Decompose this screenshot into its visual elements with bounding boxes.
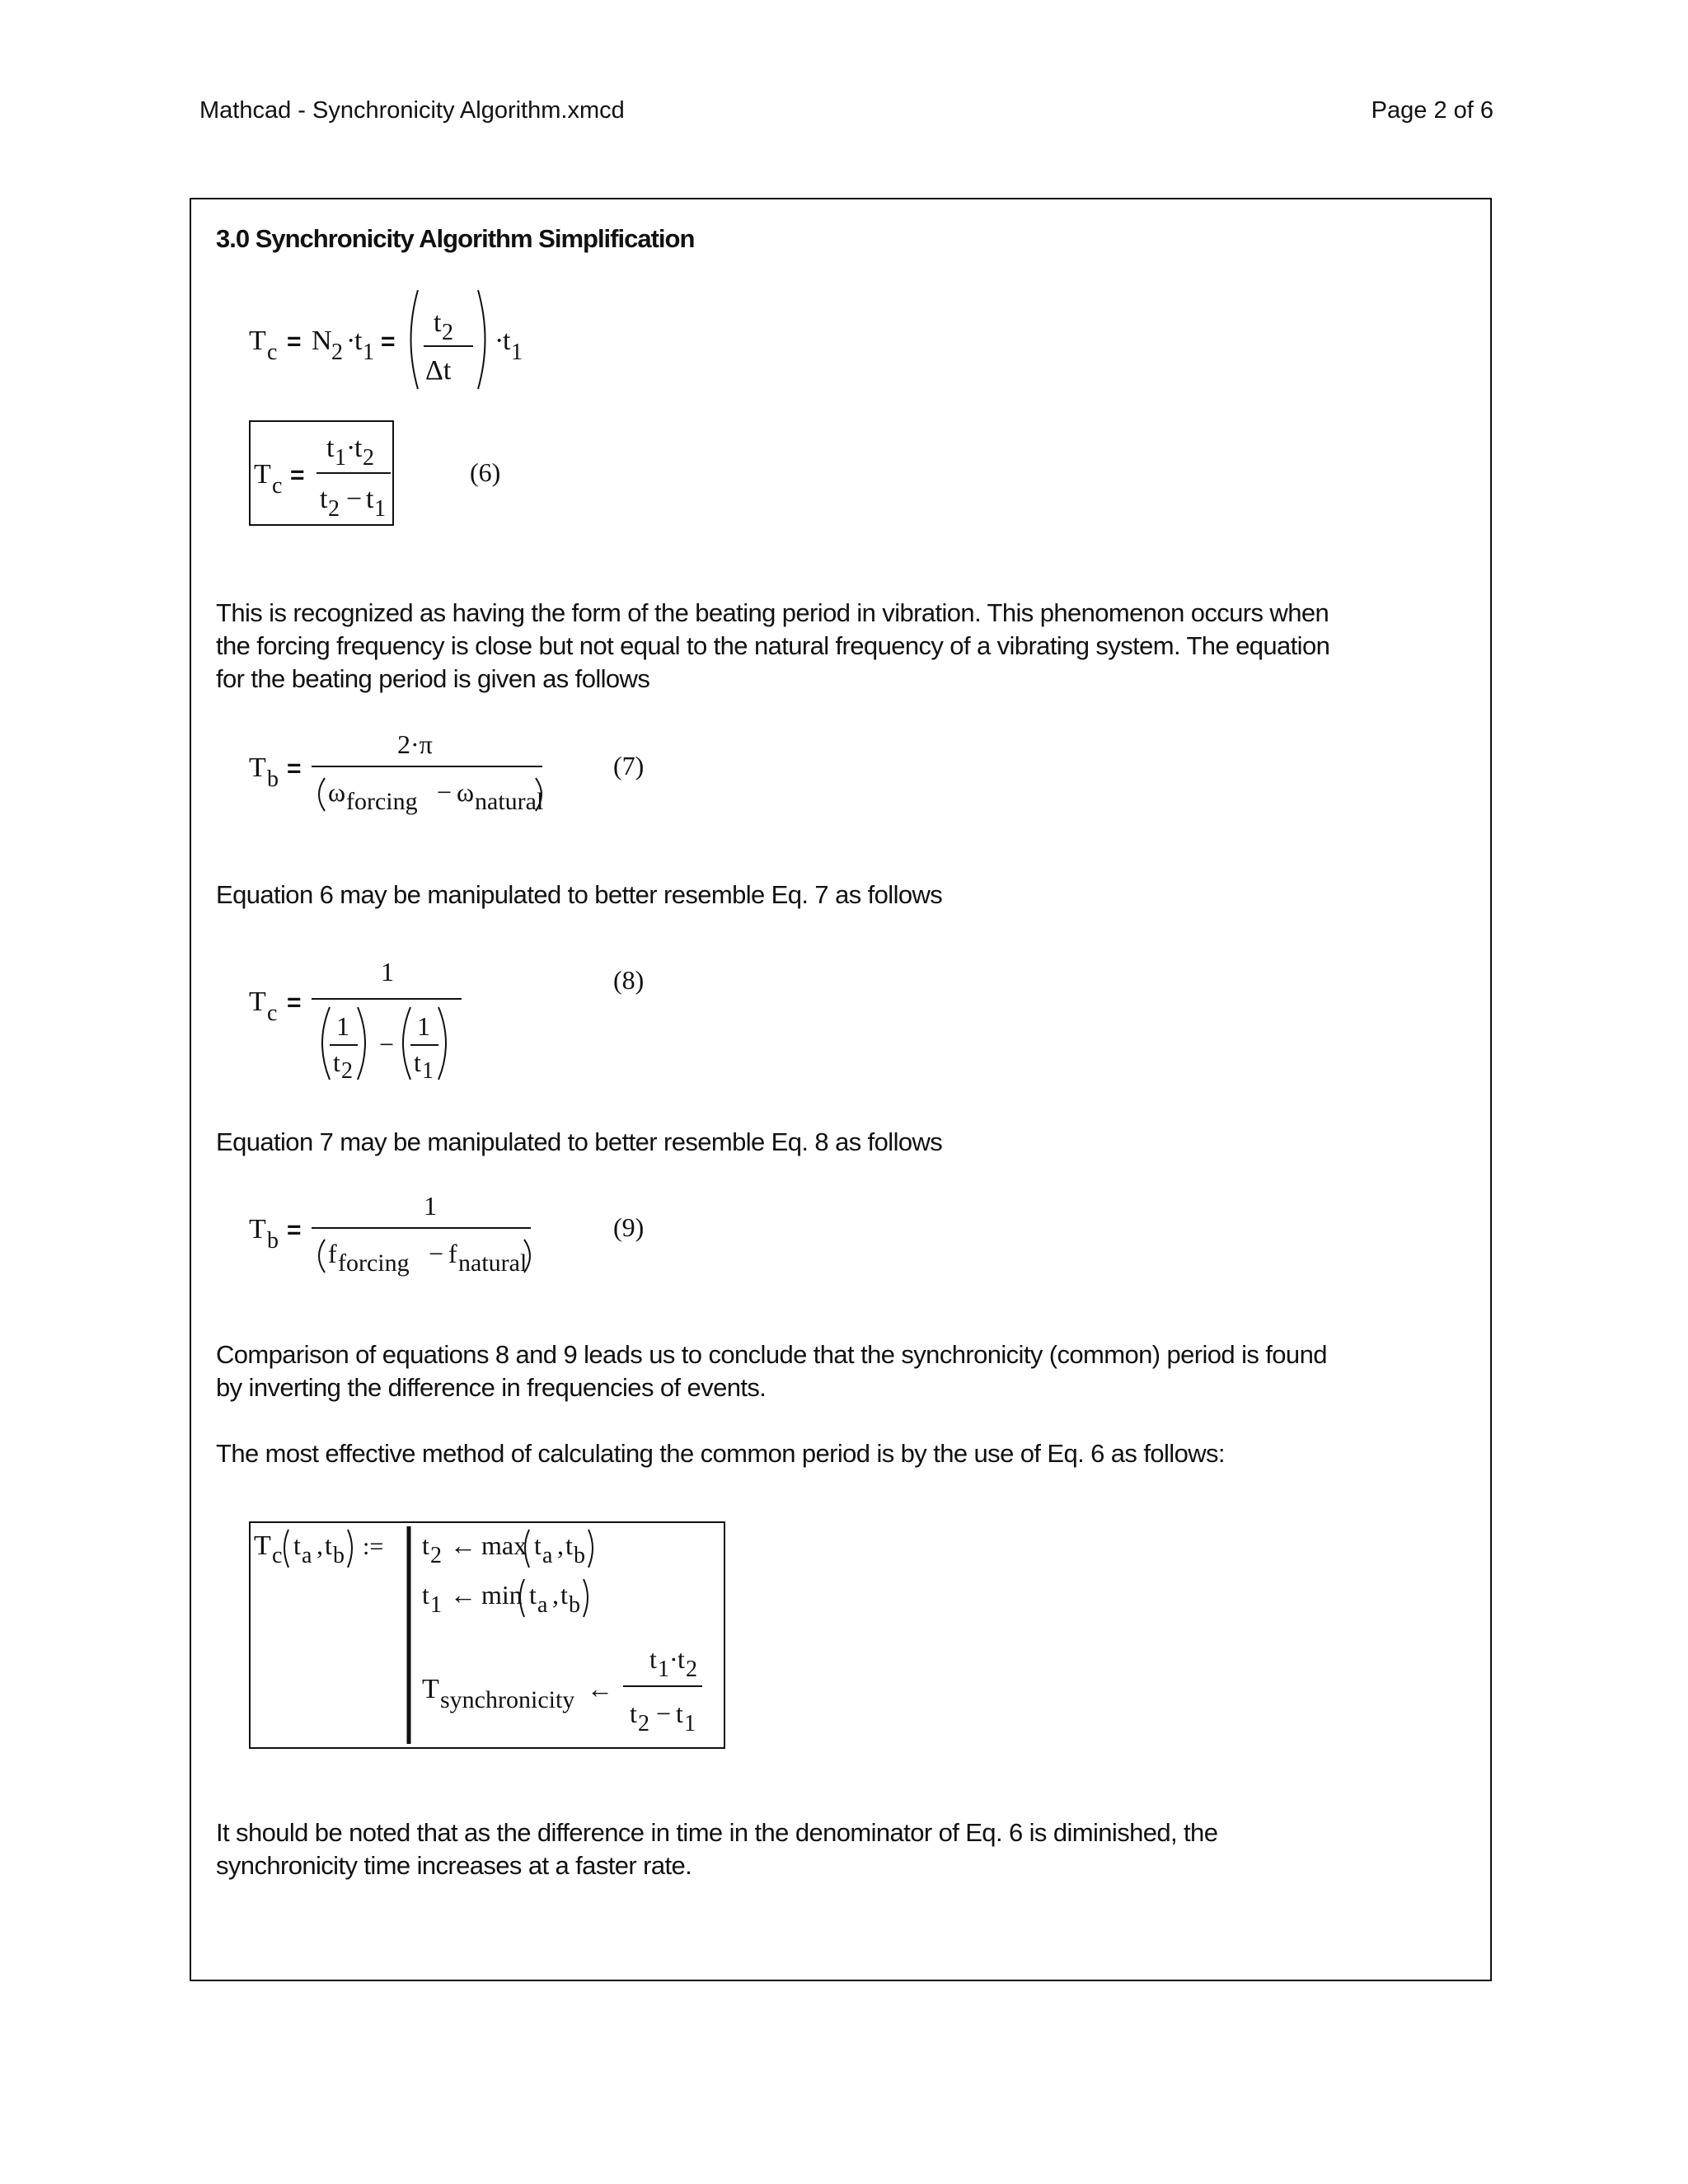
svg-text:1: 1	[422, 1058, 434, 1084]
equation-8-number	[613, 964, 663, 997]
svg-text:t: t	[560, 1580, 568, 1610]
svg-text:c: c	[272, 473, 283, 499]
svg-text:T: T	[249, 1214, 266, 1244]
equation-7	[249, 727, 546, 818]
svg-text:f: f	[328, 1239, 337, 1268]
svg-text:1: 1	[511, 340, 523, 365]
svg-text:t: t	[414, 1047, 421, 1077]
svg-text:a: a	[537, 1592, 548, 1618]
svg-text:a: a	[302, 1543, 312, 1568]
svg-text:T: T	[249, 987, 266, 1017]
paragraph-line: Comparison of equations 8 and 9 leads us to conclude that the synchronicity (common) period is found	[216, 1340, 1327, 1369]
svg-text:,: ,	[557, 1530, 564, 1560]
svg-text:c: c	[272, 1543, 283, 1568]
svg-text:t: t	[354, 433, 363, 463]
svg-text:·: ·	[495, 326, 504, 356]
document-title: Mathcad - Synchronicity Algorithm.xmcd	[199, 97, 625, 124]
svg-text:−: −	[346, 484, 363, 514]
svg-text:=: =	[287, 328, 302, 355]
svg-text:t: t	[676, 1699, 683, 1728]
page-number: Page 2 of 6	[1371, 97, 1493, 124]
svg-text:max: max	[481, 1530, 528, 1560]
svg-text:·: ·	[346, 326, 356, 356]
svg-text:forcing: forcing	[346, 788, 418, 815]
svg-text:(9): (9)	[613, 1212, 645, 1242]
svg-text:t: t	[422, 1530, 429, 1560]
svg-text:t: t	[649, 1644, 657, 1674]
paragraph-beating-intro	[216, 597, 1452, 696]
svg-text:−: −	[437, 777, 452, 807]
svg-text:f: f	[448, 1239, 457, 1268]
paragraph-effective-method: The most effective method of calculating the common period is by the use of Eq. 6 as follows:	[216, 1439, 1225, 1468]
svg-text:2: 2	[442, 320, 453, 345]
svg-text:2: 2	[341, 1058, 353, 1084]
svg-text:1: 1	[381, 957, 394, 987]
svg-text:,: ,	[552, 1580, 559, 1610]
svg-text:min: min	[481, 1580, 523, 1610]
svg-text:a: a	[542, 1543, 553, 1568]
svg-text:ω: ω	[457, 777, 475, 807]
svg-text:t: t	[503, 326, 511, 356]
paragraph-eq7-manipulate: Equation 7 may be manipulated to better resemble Eq. 8 as follows	[216, 1127, 943, 1156]
svg-text:−: −	[379, 1029, 395, 1059]
svg-text:ω: ω	[328, 777, 346, 807]
equation-9-number	[613, 1212, 663, 1244]
program-tc-function	[249, 1521, 727, 1752]
equation-8	[249, 948, 496, 1084]
svg-text:t: t	[293, 1530, 301, 1560]
paragraph-eq6-manipulate: Equation 6 may be manipulated to better resemble Eq. 7 as follows	[216, 880, 943, 909]
paragraph-line: This is recognized as having the form of the beating period in vibration. This phenomenon occurs when	[216, 598, 1329, 627]
svg-text:1: 1	[336, 1011, 349, 1041]
svg-text::=: :=	[363, 1533, 384, 1560]
svg-text:Δt: Δt	[425, 355, 452, 386]
svg-text:−: −	[656, 1699, 672, 1728]
equation-6-boxed	[249, 420, 397, 527]
svg-text:c: c	[267, 340, 278, 365]
equation-tc-expansion	[249, 282, 546, 389]
svg-text:T: T	[254, 459, 271, 490]
svg-text:N: N	[312, 326, 332, 356]
svg-text:1: 1	[374, 496, 386, 522]
svg-text:(8): (8)	[613, 965, 645, 995]
svg-text:t: t	[354, 326, 363, 356]
svg-text:←: ←	[587, 1674, 613, 1704]
svg-text:←: ←	[450, 1580, 476, 1610]
svg-text:=: =	[287, 755, 302, 782]
svg-text:2: 2	[331, 340, 343, 365]
svg-text:2: 2	[328, 496, 340, 522]
svg-text:−: −	[429, 1239, 444, 1268]
svg-text:t: t	[325, 1530, 332, 1560]
svg-text:·: ·	[346, 433, 356, 463]
svg-text:natural: natural	[475, 788, 544, 815]
svg-text:=: =	[287, 1216, 302, 1244]
svg-text:1: 1	[658, 1657, 669, 1682]
svg-text:1: 1	[417, 1011, 430, 1041]
svg-text:t: t	[434, 307, 442, 338]
paragraph-line: the forcing frequency is close but not equal to the natural frequency of a vibrating system. The equation	[216, 631, 1330, 660]
equation-6-number	[470, 457, 519, 490]
svg-text:b: b	[574, 1543, 585, 1568]
svg-text:1: 1	[424, 1191, 437, 1221]
svg-text:1: 1	[363, 340, 374, 365]
svg-text:·: ·	[669, 1644, 678, 1674]
svg-text:t: t	[565, 1530, 573, 1560]
svg-text:(6): (6)	[470, 457, 501, 487]
svg-text:,: ,	[316, 1530, 323, 1560]
svg-text:t: t	[422, 1580, 429, 1610]
svg-text:c: c	[267, 1001, 278, 1026]
paragraph-line: synchronicity time increases at a faster rate.	[216, 1851, 692, 1880]
svg-text:t: t	[534, 1530, 542, 1560]
svg-text:T: T	[254, 1530, 271, 1561]
svg-text:b: b	[267, 1228, 279, 1254]
svg-text:2·π: 2·π	[397, 729, 433, 759]
svg-text:forcing: forcing	[338, 1249, 410, 1277]
svg-text:T: T	[249, 752, 266, 783]
svg-text:t: t	[366, 484, 374, 514]
paragraph-comparison	[216, 1338, 1452, 1404]
worksheet-region	[190, 198, 1492, 1981]
svg-text:1: 1	[684, 1711, 696, 1736]
svg-text:t: t	[678, 1644, 685, 1674]
svg-text:2: 2	[430, 1543, 442, 1568]
paragraph-conclusion	[216, 1816, 1452, 1882]
svg-text:=: =	[290, 462, 305, 489]
svg-text:t: t	[333, 1047, 340, 1077]
svg-text:←: ←	[450, 1530, 476, 1560]
svg-text:1: 1	[430, 1592, 442, 1618]
paragraph-line: by inverting the difference in frequencies of events.	[216, 1373, 767, 1402]
svg-text:b: b	[267, 766, 279, 792]
equation-7-number	[613, 750, 663, 783]
svg-text:t: t	[326, 433, 335, 463]
svg-text:t: t	[630, 1699, 637, 1728]
svg-text:t: t	[529, 1580, 537, 1610]
svg-text:T: T	[422, 1674, 439, 1704]
paragraph-line: It should be noted that as the difference in time in the denominator of Eq. 6 is diminished, the	[216, 1818, 1218, 1847]
svg-text:natural: natural	[458, 1249, 528, 1277]
svg-text:b: b	[333, 1543, 345, 1568]
svg-text:2: 2	[638, 1711, 649, 1736]
svg-text:=: =	[287, 989, 302, 1016]
svg-text:2: 2	[363, 445, 374, 471]
equation-9	[249, 1188, 546, 1279]
svg-text:b: b	[569, 1592, 580, 1618]
svg-text:2: 2	[686, 1657, 697, 1682]
svg-text:synchronicity: synchronicity	[440, 1686, 575, 1713]
svg-text:1: 1	[335, 445, 346, 471]
svg-text:T: T	[249, 326, 266, 356]
section-heading: 3.0 Synchronicity Algorithm Simplification	[216, 224, 695, 253]
paragraph-line: for the beating period is given as follows	[216, 664, 650, 693]
svg-text:(7): (7)	[613, 751, 645, 780]
svg-text:t: t	[320, 484, 328, 514]
svg-text:=: =	[381, 328, 396, 355]
